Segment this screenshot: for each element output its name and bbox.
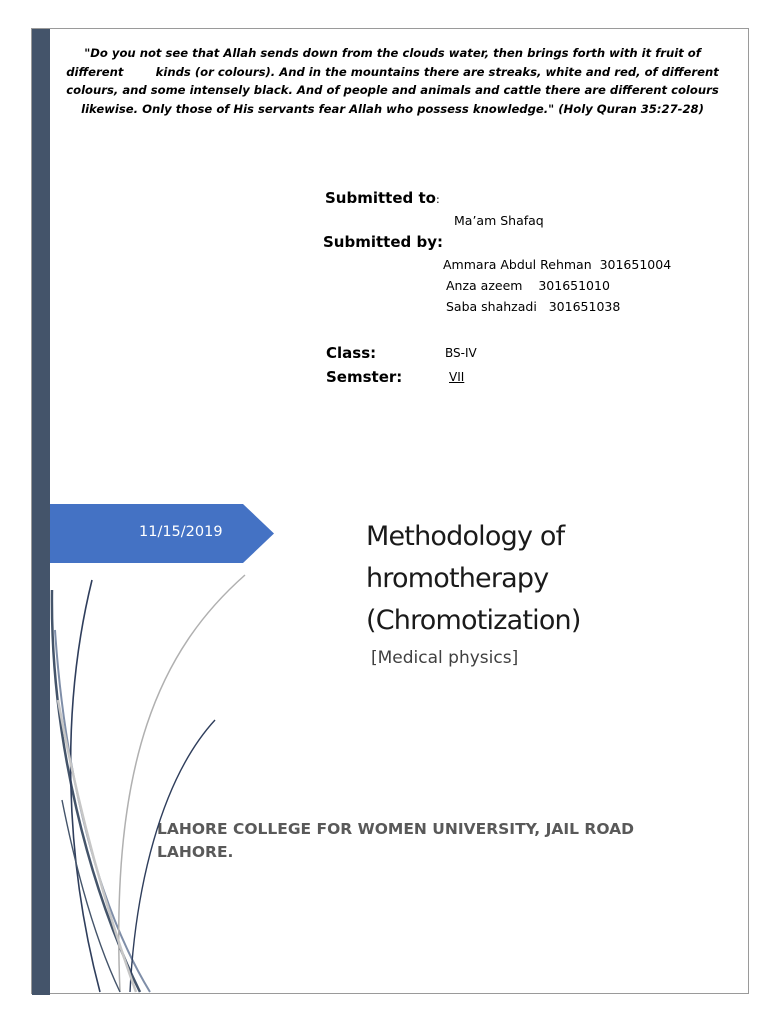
submitted-to-value: Ma’am Shafaq bbox=[454, 213, 544, 228]
title-line: Methodology of bbox=[366, 521, 565, 552]
submitted-by-label: Submitted by: bbox=[323, 233, 443, 251]
document-subtitle: [Medical physics] bbox=[371, 648, 519, 668]
submitted-to-colon: : bbox=[435, 193, 440, 206]
quote-line: colours, and some intensely black. And of people and animals and cattle there are different colours bbox=[66, 83, 719, 97]
member-line: Ammara Abdul Rehman 301651004 bbox=[443, 257, 672, 272]
semester-label: Semster: bbox=[326, 368, 403, 386]
quote-line: different kinds (or colours). And in the mountains there are streaks, white and red, of different bbox=[66, 64, 719, 79]
class-value: BS-IV bbox=[445, 346, 477, 360]
college-line: LAHORE. bbox=[157, 843, 234, 861]
title-line: hromotherapy bbox=[366, 563, 549, 594]
member-line: Anza azeem 301651010 bbox=[446, 278, 610, 293]
document-title bbox=[366, 516, 736, 642]
quran-quote bbox=[60, 44, 725, 118]
member-line: Saba shahzadi 301651038 bbox=[446, 299, 621, 314]
submitted-to-label: Submitted to: bbox=[325, 189, 440, 207]
quote-line: "Do you not see that Allah sends down from the clouds water, then brings forth with it fruit of bbox=[84, 46, 701, 60]
decorative-curves bbox=[40, 560, 270, 1000]
semester-value: VII bbox=[449, 370, 465, 384]
college-line: LAHORE COLLEGE FOR WOMEN UNIVERSITY, JAIL ROAD bbox=[157, 820, 634, 838]
title-line: (Chromotization) bbox=[366, 605, 581, 636]
class-label: Class: bbox=[326, 344, 377, 362]
date-text: 11/15/2019 bbox=[139, 524, 223, 540]
quote-line: likewise. Only those of His servants fear Allah who possess knowledge." (Holy Quran 35:27-28) bbox=[81, 101, 704, 116]
